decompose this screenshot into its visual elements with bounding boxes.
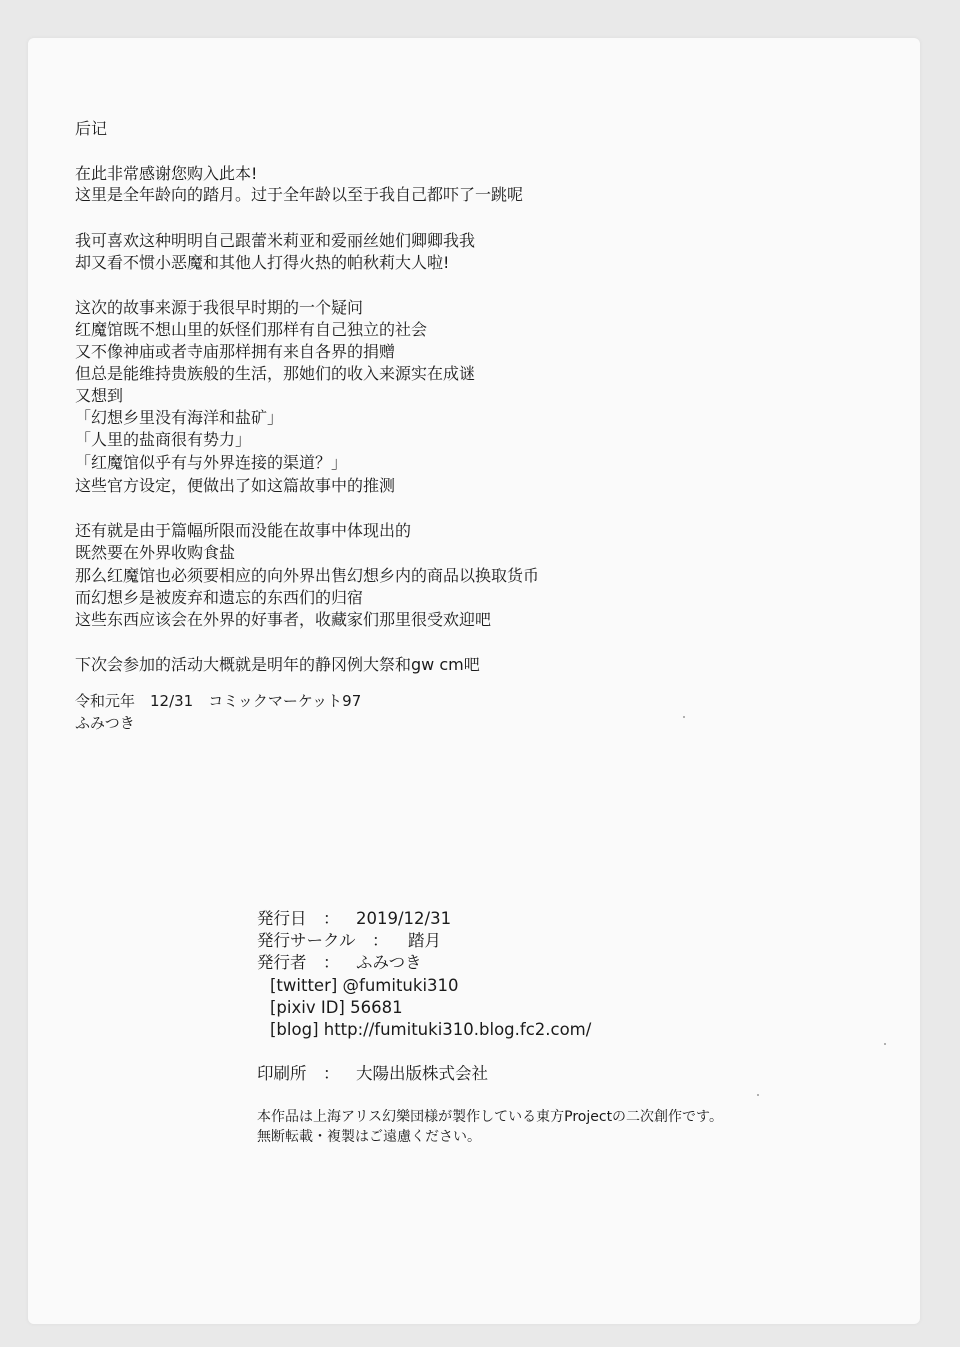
afterword-heading: 后记: [75, 119, 108, 138]
printer-value: 大陽出版株式会社: [356, 1064, 488, 1083]
afterword-line: 而幻想乡是被废弃和遗忘的东西们的归宿: [75, 588, 364, 607]
afterword-line: 我可喜欢这种明明自己跟蕾米莉亚和爱丽丝她们卿卿我我: [75, 231, 476, 250]
circle-value: 踏月: [408, 931, 441, 950]
afterword-line: 「红魔馆似乎有与外界连接的渠道？」: [75, 453, 348, 472]
printer-label: 印刷所 ：: [257, 1064, 340, 1083]
scan-speck: [884, 1043, 886, 1045]
afterword-line: 既然要在外界收购食盐: [75, 543, 236, 562]
afterword-line: 「幻想乡里没有海洋和盐矿」: [75, 408, 284, 427]
publish-date-value: 2019/12/31: [356, 909, 452, 928]
publisher-label: 発行者 ：: [257, 953, 340, 972]
afterword-line: 「人里的盐商很有势力」: [75, 430, 252, 449]
scan-speck: [757, 1094, 759, 1096]
signature: ふみつき: [75, 714, 135, 732]
publish-date-label: 発行日 ：: [257, 909, 340, 928]
afterword-line: 又不像神庙或者寺庙那样拥有来自各界的捐赠: [75, 342, 396, 361]
notice-line: 無断転載・複製はご遠慮ください。: [257, 1129, 481, 1145]
publisher-value: ふみつき: [356, 953, 422, 972]
circle-label: 発行サークル ：: [257, 931, 389, 950]
afterword-line: 这次的故事来源于我很早时期的一个疑问: [75, 298, 364, 317]
blog-url: [blog] http://fumituki310.blog.fc2.com/: [270, 1020, 592, 1039]
afterword-line: 那么红魔馆也必须要相应的向外界出售幻想乡内的商品以换取货币: [75, 566, 540, 585]
notice-line: 本作品は上海アリス幻樂団様が製作している東方Projectの二次創作です。: [257, 1109, 723, 1125]
twitter-handle: [twitter] @fumituki310: [270, 976, 459, 995]
afterword-line: 这里是全年龄向的踏月。过于全年龄以至于我自己都吓了一跳呢: [75, 185, 524, 204]
afterword-line: 却又看不惯小恶魔和其他人打得火热的帕秋莉大人啦!: [75, 253, 450, 272]
afterword-line: 红魔馆既不想山里的妖怪们那样有自己独立的社会: [75, 320, 428, 339]
afterword-line: 还有就是由于篇幅所限而没能在故事中体现出的: [75, 521, 412, 540]
afterword-line: 在此非常感谢您购入此本!: [75, 164, 258, 183]
afterword-line: 这些东西应该会在外界的好事者，收藏家们那里很受欢迎吧: [75, 610, 492, 629]
afterword-line: 这些官方设定，便做出了如这篇故事中的推测: [75, 476, 396, 495]
scan-speck: [683, 716, 685, 718]
pixiv-id: [pixiv ID] 56681: [270, 998, 403, 1017]
afterword-line: 下次会参加的活动大概就是明年的静冈例大祭和gw cm吧: [75, 655, 480, 674]
afterword-line: 但总是能维持贵族般的生活，那她们的收入来源实在成谜: [75, 364, 476, 383]
afterword-line: 又想到: [75, 386, 124, 405]
date-line: 令和元年 12/31 コミックマーケット97: [75, 692, 362, 710]
